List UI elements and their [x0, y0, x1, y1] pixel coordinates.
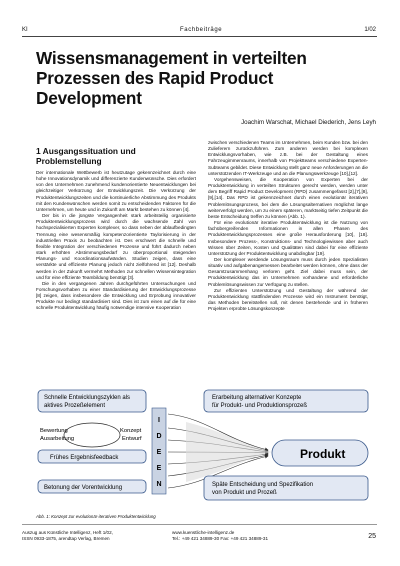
box-late-decision-text-1: Späte Entscheidung und Spezifikation	[212, 482, 314, 488]
box-fast-cycles-text-1: Schnelle Entwicklungszyklen als	[44, 395, 131, 401]
label-ausarbeitung: Ausarbeitung	[40, 436, 75, 442]
paragraph: Der internationale Wettbewerb ist heutzutage gekennzeichnet durch eine hohe Innovationsdynamik und differenzierte Kundenwünsche. Dies erfordert von den Unternehmen zunehmend kundenorientierte Neuentwicklungen bei gleichzeitiger Verkürzung der Entwicklungszeit. Die Verkürzung der Produktentwicklungszeiten und die kontinuierliche Abstimmung des Produkts mit den Kundenwünschen werden somit zu entscheidenden Faktoren für die Unternehmen, um heute und in Zukunft am Markt bestehen zu können [4].	[36, 170, 196, 212]
footer-issn: ISSN 0933-1875, arendtap Verlag, Bremen	[22, 536, 110, 541]
box-late-decision	[204, 476, 368, 500]
ideen-letter: N	[156, 481, 162, 488]
section-heading: 1 Ausgangssituation und Problemstellung	[36, 146, 136, 166]
product-label: Produkt	[300, 447, 346, 461]
label-entwurf: Entwurf	[122, 436, 142, 442]
box-alternatives-text-2: für Produkt- und Produktionsprozeß	[212, 403, 308, 409]
paragraph: Die in den vergangenen Jahren durchgeführten Untersuchungen und Forschungsvorhaben zu einer Standardisierung der Entwicklungsprozesse [8] zeigen, dass insbesondere die Entwicklung und Erprobung innovativer Produkte nur bedingt standardisiert sind. Dies ist zum einen auf die für eine schnelle Produktentwicklung häufig notwendige intensive Kooperation	[36, 280, 196, 311]
box-alternatives-text-1: Erarbeitung alternativer Konzepte	[212, 395, 302, 401]
paragraph: Der bis in die jüngste Vergangenheit stark arbeitsteilig organisierte Produktentwicklungsprozess wird durch die wachsende Zahl von hochspezialisierten Experten komplexer, so dass neben der ablaufbedingten Trennung eine wesensmäßig kompetenzorientierte Taylorisierung in der industriellen Praxis zu beobachten ist. Des erschwert die schnelle und flexible Integration der verschiedenen Prozesse und führt dadurch neben stark erhöhten Abstimmungsbedarf zu überproportional steigenden Planungs- und Koordinationsaufwänden. Studien zeigen, dass eine verstärkte und effiziente Planung jedoch nicht zielführend ist [12]. Deshalb werden in der Zukunft vermehrt Methoden zur schnellen Wissensintegration und für eine effiziente Teambildung benötigt [3].	[36, 213, 196, 280]
body-column-right	[208, 140, 368, 312]
label-konzept: Konzept	[120, 428, 142, 434]
box-pre-development-text: Betonung der Vorentwicklung	[44, 485, 123, 491]
paragraph: Der komplexer werdende Lösungsraum muss durch jeden Spezialisten situativ und aufgabenangemessen bearbeitet werden können, ohne dass der Gesamtzusammenhang verloren geht. Ziel dabei muss sein, der Produktentwicklung das im Unternehmen vorhandene und erforderliche Problemlösungswissen zur Verfügung zu stellen.	[208, 256, 368, 287]
header-divider	[22, 36, 377, 37]
ideen-letter: I	[158, 417, 160, 424]
header-issue: 1/02	[364, 27, 376, 33]
footer-contact: Tel.: +49 421 34889-30 Fax: +49 421 34889-31	[172, 536, 269, 541]
ideen-letter: E	[156, 465, 162, 472]
footer-middle	[172, 530, 268, 542]
article-authors: Joachim Warschat, Michael Diederich, Jens Leyh	[241, 119, 376, 126]
footer-divider	[22, 524, 377, 525]
paragraph: Für eine evolutionär iterative Produktentwicklung ist die Nutzung von fachübergreifenden Informationen in allen Phasen des Produktentwicklungsprozesses eine große Herausforderung [10], [18]. Insbesondere Prozess-, Konstruktions- und Technologiewissen aber auch Wissen über Zeiten, Kosten und Qualitäten sind dabei für eine effiziente Unterstützung der Produktentwicklung unabdingbar [19].	[208, 220, 368, 256]
label-bewertung: Bewertung	[40, 428, 68, 434]
body-column-left	[36, 170, 196, 312]
article-title: Wissensmanagement in verteilten Prozessen des Rapid Product Development	[36, 48, 307, 108]
page-number: 25	[368, 533, 376, 540]
footer-url[interactable]: www.kuenstliche-intelligenz.de	[172, 530, 235, 535]
header-label-left: KI	[22, 27, 28, 33]
funnel-shading	[186, 422, 272, 482]
footer-source: Auszug aus Künstliche Intelligenz, Heft 1/02,	[22, 530, 113, 535]
box-late-decision-text-2: von Produkt und Prozeß	[212, 490, 277, 496]
figure-rpd-concept	[36, 388, 372, 508]
iteration-cycle	[64, 423, 120, 447]
ideen-letter: E	[156, 449, 162, 456]
box-fast-cycles-text-2: aktives Prozeßelement	[44, 403, 106, 409]
paragraph: Vorgehensweisen, die Kooperation von Experten bei der Produktentwicklung in verteilten Strukturen gerecht werden, werden unter dem Begriff Rapid Product Development (RPD) zusammengefasst [2],[7],[8],[9],[14]. Das RPD ist gekennzeichnet durch einen evolutionär iterativen Problemlösungsprozess, bei dem die Lösungsalternativen möglichst lange weiterverfolgt werden, um zu einem späteren, marktseitig tiefen Zeitpunkt die beste Entscheidung treffen zu können (Abb. 1).	[208, 176, 368, 219]
paragraph: zwischen verschiedenen Teams im Unternehmen, beim Kunden bzw. bei den Zulieferern zurückzuführen. Zum anderen werden bei komplexen Entwicklungsvorhaben, wie z.B. bei der Gestaltung eines Fahrzeugimmenraums, innerhalb von Projektteams verschiedene Experten-Subteams gebildet. Diese Entwicklung stellt ganz neue Anforderungen an die unterstützenden IT-Werkzeuge und an die Planungswerkzeuge [10],[12].	[208, 140, 368, 176]
footer-left	[22, 530, 113, 542]
box-feedback-text: Frühes Ergebnisfeedback	[50, 455, 119, 461]
figure-caption: Abb. 1: Konzept zur evolutionär-iterativen Produktentwicklung	[36, 514, 156, 519]
header-section: Fachbeiträge	[180, 27, 223, 33]
ideen-letter: D	[156, 433, 162, 440]
paragraph: Zur effizienten Unterstützung und Gestaltung der während der Produktentwicklung stattfindenden Prozesse wird ein Instrument benötigt, das Methoden bereitstellen soll, mit denen bestehende und in früheren Projekten erprobte Lösungskonzepte	[208, 287, 368, 312]
